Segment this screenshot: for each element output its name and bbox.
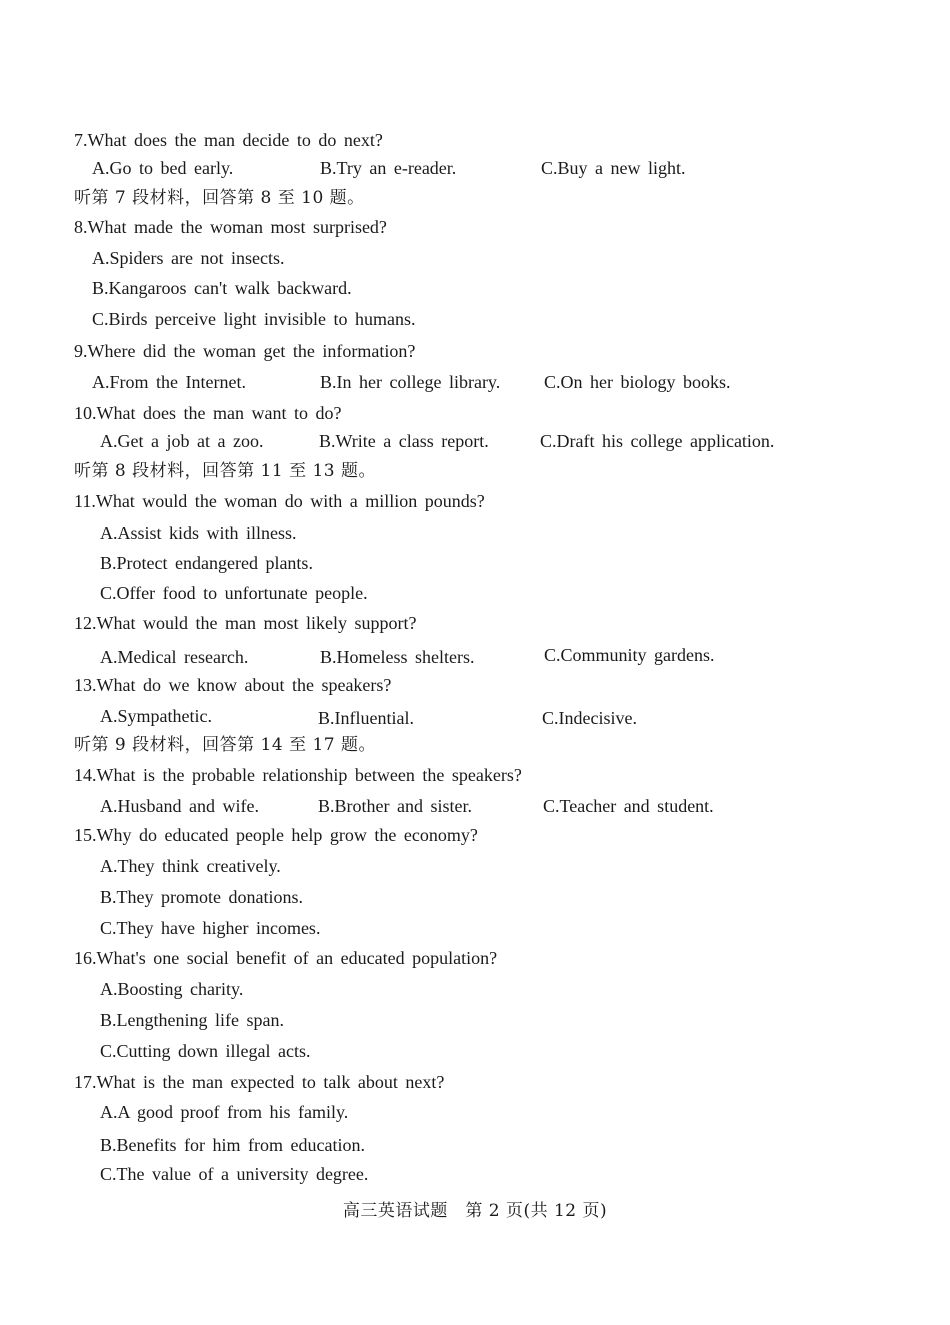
answer-option: B.Protect endangered plants.: [100, 553, 313, 573]
question-stem: 16.What's one social benefit of an educated population?: [74, 948, 498, 968]
answer-option: C.The value of a university degree.: [100, 1164, 369, 1184]
answer-option: A.Get a job at a zoo.: [100, 431, 264, 451]
question-stem: 17.What is the man expected to talk about next?: [74, 1072, 445, 1092]
question-stem: 8.What made the woman most surprised?: [74, 217, 387, 237]
question-stem: 15.Why do educated people help grow the economy?: [74, 825, 478, 845]
answer-option: B.Try an e-reader.: [320, 158, 457, 178]
answer-option: C.They have higher incomes.: [100, 918, 321, 938]
answer-option: A.Spiders are not insects.: [92, 248, 285, 268]
answer-option: B.Benefits for him from education.: [100, 1135, 365, 1155]
question-stem: 7.What does the man decide to do next?: [74, 130, 383, 150]
answer-option: C.Draft his college application.: [540, 431, 775, 451]
answer-option: A.They think creatively.: [100, 856, 281, 876]
question-stem: 14.What is the probable relationship between the speakers?: [74, 765, 522, 785]
answer-option: B.Influential.: [318, 708, 414, 728]
answer-option: A.Husband and wife.: [100, 796, 259, 816]
question-stem: 10.What does the man want to do?: [74, 403, 342, 423]
answer-option: A.From the Internet.: [92, 372, 246, 392]
answer-option: A.Boosting charity.: [100, 979, 244, 999]
question-stem: 12.What would the man most likely support?: [74, 613, 417, 633]
answer-option: A.Go to bed early.: [92, 158, 234, 178]
answer-option: C.Indecisive.: [542, 708, 637, 728]
answer-option: A.A good proof from his family.: [100, 1102, 349, 1122]
answer-option: C.Teacher and student.: [543, 796, 714, 816]
answer-option: A.Medical research.: [100, 647, 249, 667]
question-stem: 13.What do we know about the speakers?: [74, 675, 392, 695]
answer-option: A.Sympathetic.: [100, 706, 212, 726]
page-footer: 高三英语试题 第 2 页(共 12 页): [342, 1201, 608, 1221]
answer-option: B.They promote donations.: [100, 887, 303, 907]
answer-option: C.Buy a new light.: [541, 158, 686, 178]
section-header: 听第 7 段材料，回答第 8 至 10 题。: [74, 188, 365, 208]
answer-option: C.Cutting down illegal acts.: [100, 1041, 311, 1061]
section-header: 听第 9 段材料，回答第 14 至 17 题。: [74, 735, 377, 755]
answer-option: B.Write a class report.: [319, 431, 489, 451]
answer-option: C.Community gardens.: [544, 645, 715, 665]
answer-option: A.Assist kids with illness.: [100, 523, 297, 543]
question-stem: 11.What would the woman do with a million pounds?: [74, 491, 485, 511]
section-header: 听第 8 段材料，回答第 11 至 13 题。: [74, 461, 377, 481]
answer-option: B.Kangaroos can't walk backward.: [92, 278, 352, 298]
answer-option: B.In her college library.: [320, 372, 501, 392]
question-stem: 9.Where did the woman get the information?: [74, 341, 416, 361]
answer-option: B.Brother and sister.: [318, 796, 472, 816]
answer-option: C.Birds perceive light invisible to humans.: [92, 309, 416, 329]
answer-option: B.Homeless shelters.: [320, 647, 475, 667]
answer-option: C.Offer food to unfortunate people.: [100, 583, 368, 603]
answer-option: B.Lengthening life span.: [100, 1010, 284, 1030]
answer-option: C.On her biology books.: [544, 372, 731, 392]
